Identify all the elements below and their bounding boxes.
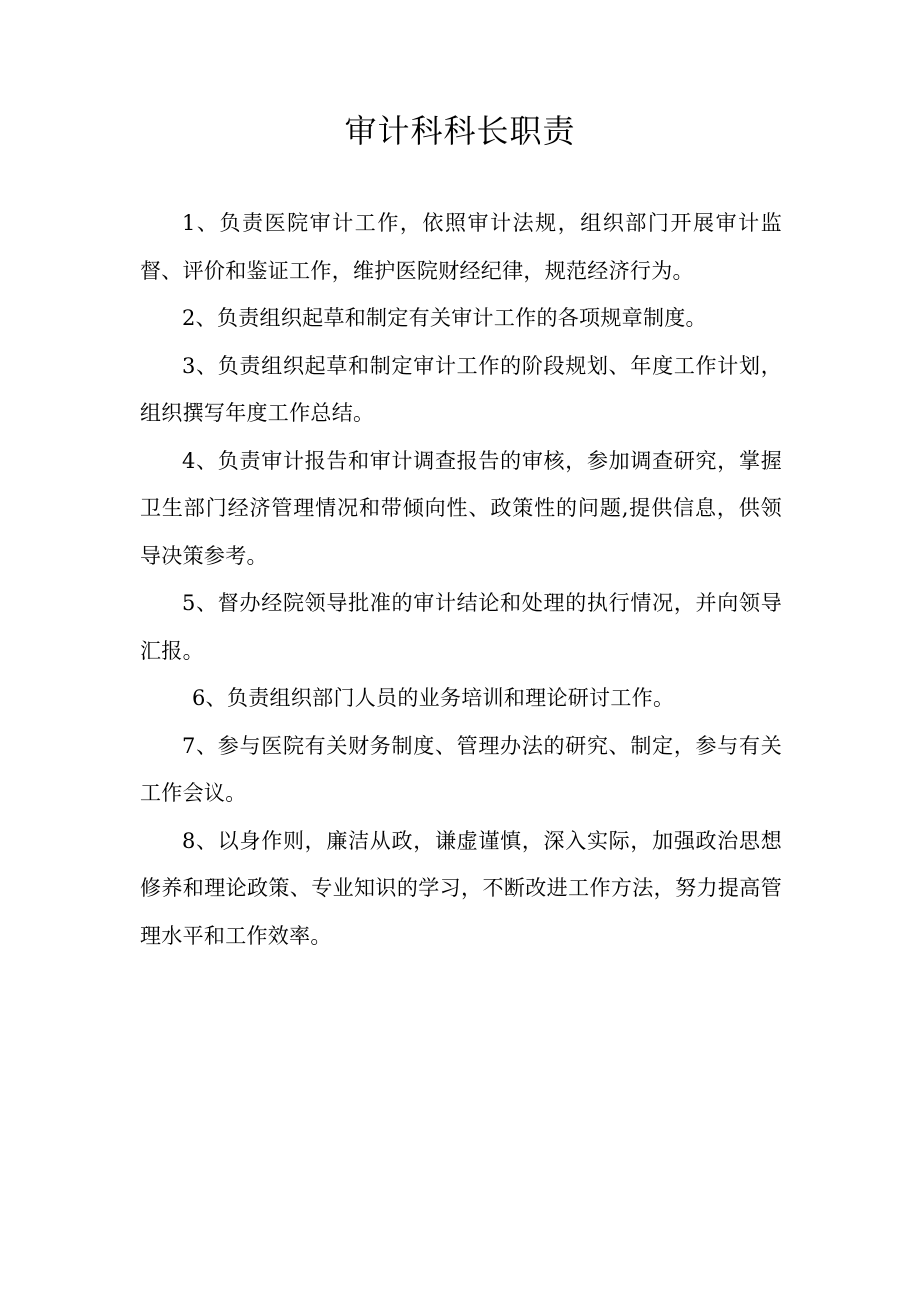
duty-paragraph-8: 8、以身作则，廉洁从政，谦虚谨慎，深入实际，加强政治思想修养和理论政策、专业知识的学习，不断改进工作方法，努力提高管理水平和工作效率。 [140, 828, 782, 948]
duty-paragraph-4: 4、负责审计报告和审计调查报告的审核，参加调查研究，掌握卫生部门经济管理情况和带倾向性、政策性的问题,提供信息，供领导决策参考。 [140, 448, 782, 568]
document-title: 审计科科长职责 [344, 112, 576, 150]
duty-paragraph-2: 2、负责组织起草和制定有关审计工作的各项规章制度。 [182, 306, 707, 330]
duty-paragraph-3: 3、负责组织起草和制定审计工作的阶段规划、年度工作计划，组织撰写年度工作总结。 [140, 353, 782, 425]
duty-paragraph-5: 5、督办经院领导批准的审计结论和处理的执行情况，并向领导汇报。 [140, 591, 782, 663]
document-body [140, 200, 782, 960]
duty-paragraph-1: 1、负责医院审计工作，依照审计法规，组织部门开展审计监督、评价和鉴证工作，维护医院财经纪律，规范经济行为。 [140, 211, 782, 283]
duty-paragraph-7: 7、参与医院有关财务制度、管理办法的研究、制定，参与有关工作会议。 [140, 733, 782, 805]
duty-paragraph-6: 6、负责组织部门人员的业务培训和理论研讨工作。 [192, 686, 675, 710]
